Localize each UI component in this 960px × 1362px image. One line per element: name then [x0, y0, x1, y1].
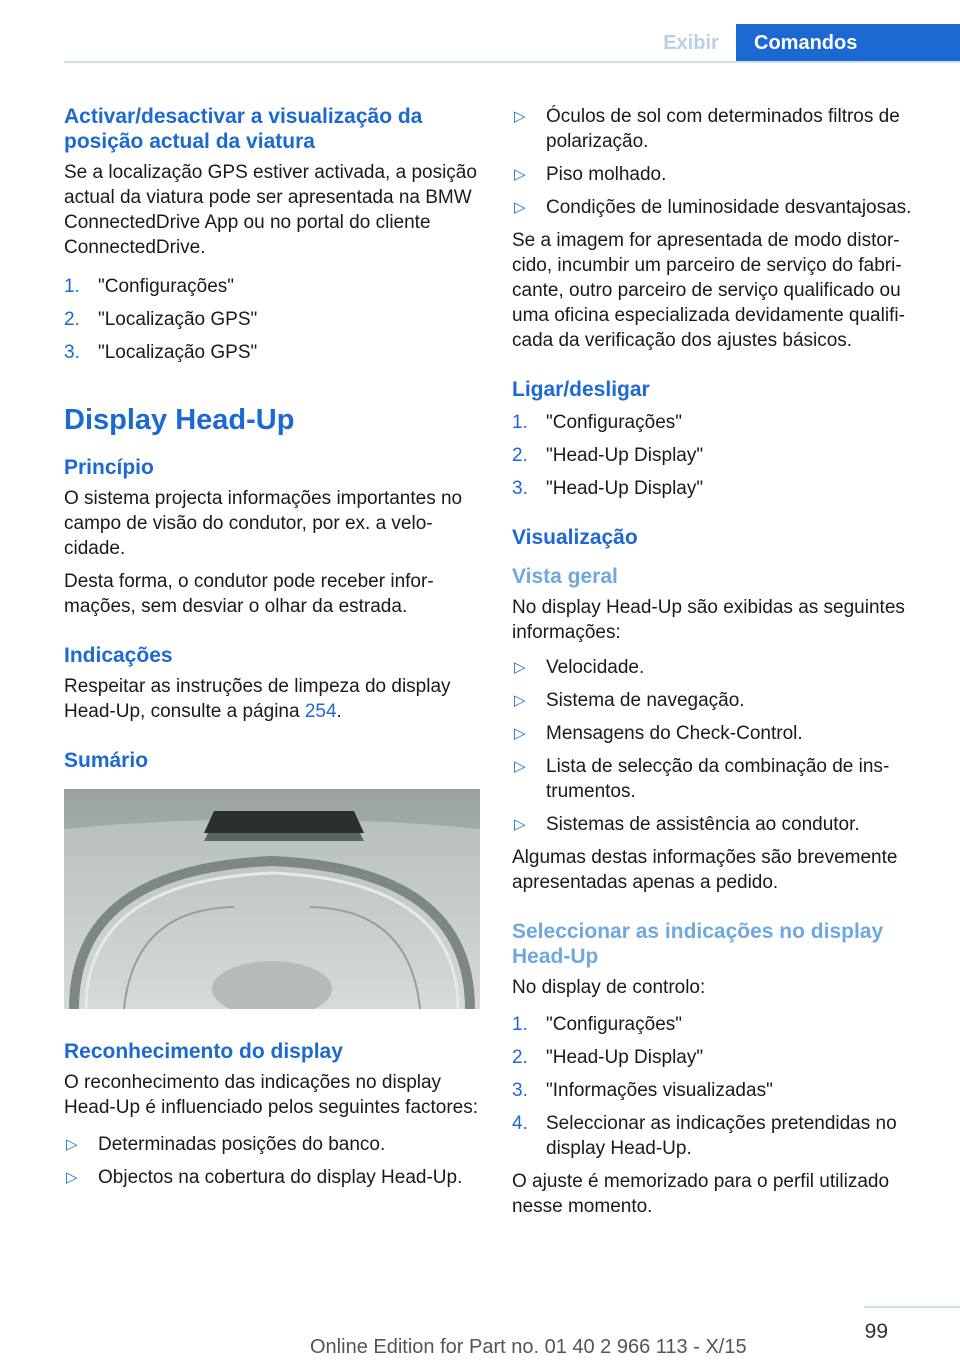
step-text: "Head-Up Display"	[546, 478, 704, 499]
chapter-title: Display Head-Up	[64, 404, 295, 436]
step-number: 3.	[512, 478, 528, 499]
triangle-right-icon: ▷	[514, 108, 526, 125]
right-column	[512, 104, 928, 1219]
step-number: 1.	[64, 276, 80, 297]
onoff-heading: Ligar/desligar	[512, 378, 650, 401]
list-item	[512, 721, 928, 746]
left-column	[64, 104, 480, 1190]
list-item	[512, 655, 928, 680]
overview-text: No display Head-Up são exibidas as seguintes informações:	[512, 597, 905, 643]
triangle-right-icon: ▷	[514, 758, 526, 775]
list-item	[512, 1078, 928, 1103]
list-item	[512, 195, 928, 220]
bullet-text: Piso molhado.	[546, 164, 667, 185]
step-text: "Head-Up Display"	[546, 1047, 704, 1068]
gps-steps	[64, 274, 480, 365]
page-link[interactable]: 254	[304, 701, 337, 722]
overview-note: Algumas destas informações são brevemente apresentadas apenas a pedido.	[512, 847, 898, 893]
triangle-right-icon: ▷	[514, 725, 526, 742]
list-item	[64, 307, 480, 332]
list-item	[64, 340, 480, 365]
list-item	[512, 688, 928, 713]
list-item	[64, 1132, 480, 1157]
page-number: 99	[864, 1320, 888, 1343]
triangle-right-icon: ▷	[66, 1169, 78, 1186]
recognition-heading: Reconhecimento do display	[64, 1040, 343, 1063]
list-item	[512, 1045, 928, 1070]
step-text: "Configurações"	[546, 1014, 683, 1035]
conditions-bullets	[512, 104, 928, 220]
step-number: 1.	[512, 412, 528, 433]
list-item	[512, 1012, 928, 1037]
step-text: "Localização GPS"	[98, 342, 258, 363]
list-item	[512, 104, 928, 154]
step-text: "Configurações"	[546, 412, 683, 433]
recognition-bullets	[64, 1132, 480, 1190]
dashboard-illustration	[64, 789, 480, 1009]
step-number: 3.	[512, 1080, 528, 1101]
bullet-text: Condições de luminosidade desvantajosas.	[546, 197, 912, 218]
bullet-text: Óculos de sol com determinados filtros de polarização.	[546, 106, 900, 152]
overview-heading: Vista geral	[512, 565, 618, 588]
step-number: 3.	[64, 342, 80, 363]
gps-heading: Activar/desactivar a visualização da posição actual da viatura	[64, 105, 423, 153]
select-note: O ajuste é memorizado para o perfil utilizado nesse momento.	[512, 1171, 890, 1217]
step-number: 2.	[512, 1047, 528, 1068]
list-item	[512, 410, 928, 435]
edition-footer: Online Edition for Part no. 01 40 2 966 113 - X/15	[310, 1336, 747, 1358]
step-text: "Configurações"	[98, 276, 235, 297]
footer-rule	[864, 1306, 960, 1308]
notes-heading: Indicações	[64, 644, 173, 667]
triangle-right-icon: ▷	[514, 166, 526, 183]
select-text: No display de controlo:	[512, 977, 706, 998]
distortion-text: Se a imagem for apresentada de modo distorcido, incumbir um parceiro de serviço do fabricante, outro parceiro de serviço qualificado ou uma oficina especializada devidamente qualificada da verificação dos ajustes básicos.	[512, 230, 905, 351]
list-item	[512, 812, 928, 837]
step-text: "Head-Up Display"	[546, 445, 704, 466]
page-header	[0, 0, 960, 62]
list-item	[64, 1165, 480, 1190]
triangle-right-icon: ▷	[514, 816, 526, 833]
step-text: "Informações visualizadas"	[546, 1080, 773, 1101]
principle-text: O sistema projecta informações importantes no campo de visão do condutor, por ex. a velocidade.	[64, 488, 463, 559]
triangle-right-icon: ▷	[514, 199, 526, 216]
list-item	[512, 1111, 928, 1161]
list-item	[512, 443, 928, 468]
notes-text	[64, 674, 480, 724]
notes-text-body: Respeitar as instruções de limpeza do display Head-Up, consulte a página	[64, 676, 451, 722]
triangle-right-icon: ▷	[514, 692, 526, 709]
bullet-text: Sistemas de assistência ao condutor.	[546, 814, 860, 835]
step-text: "Localização GPS"	[98, 309, 258, 330]
bullet-text: Lista de selecção da combinação de instrumentos.	[546, 756, 890, 802]
step-number: 1.	[512, 1014, 528, 1035]
step-number: 2.	[64, 309, 80, 330]
select-heading: Seleccionar as indicações no display Head-Up	[512, 920, 884, 968]
dashboard-image	[64, 789, 480, 1009]
overview-bullets	[512, 655, 928, 837]
list-item	[512, 162, 928, 187]
summary-heading: Sumário	[64, 749, 149, 772]
header-rule	[64, 61, 960, 63]
step-number: 2.	[512, 445, 528, 466]
display-heading: Visualização	[512, 526, 638, 549]
list-item	[512, 476, 928, 501]
bullet-text: Mensagens do Check-Control.	[546, 723, 803, 744]
step-text: Seleccionar as indicações pretendidas no display Head-Up.	[546, 1113, 897, 1159]
onoff-steps	[512, 410, 928, 501]
list-item	[512, 754, 928, 804]
list-item	[64, 274, 480, 299]
select-steps	[512, 1012, 928, 1161]
gps-text: Se a localização GPS estiver activada, a posição actual da viatura pode ser apresentada na BMW ConnectedDrive App ou no portal do cliente ConnectedDrive.	[64, 162, 477, 258]
triangle-right-icon: ▷	[514, 659, 526, 676]
bullet-text: Determinadas posições do banco.	[98, 1134, 386, 1155]
bullet-text: Velocidade.	[546, 657, 645, 678]
principle-text-2: Desta forma, o condutor pode receber informações, sem desviar o olhar da estrada.	[64, 571, 434, 617]
tab-exibir[interactable]: Exibir	[663, 32, 719, 54]
principle-heading: Princípio	[64, 456, 154, 479]
tab-comandos[interactable]: Comandos	[736, 24, 960, 62]
triangle-right-icon: ▷	[66, 1136, 78, 1153]
bullet-text: Objectos na cobertura do display Head-Up.	[98, 1167, 463, 1188]
bullet-text: Sistema de navegação.	[546, 690, 745, 711]
step-number: 4.	[512, 1113, 528, 1134]
recognition-text: O reconhecimento das indicações no display Head-Up é influenciado pelos seguintes factores:	[64, 1072, 479, 1118]
notes-text-end: .	[336, 701, 342, 722]
